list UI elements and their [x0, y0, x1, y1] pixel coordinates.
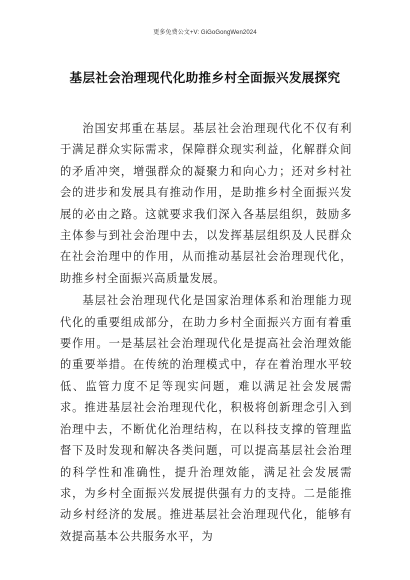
- paragraph-2: 基层社会治理现代化是国家治理体系和治理能力现代化的重要组成部分，在助力乡村全面振兴方面有着重要作用。一是基层社会治理现代化是提高社会治理效能的重要举措。在传统的治理模式中，存在着治理水平较低、监管力度不足等现实问题，难以满足社会发展需求。推进基层社会治理现代化，积极将创新理念引入到治理中去，不断优化治理结构，在以科技支撑的管理监督下及时发现和解决各类问题，可以提高基层社会治理的科学性和准确性，提升治理效能，满足社会发展需求，为乡村全面振兴发展提供强有力的支持。二是能推动乡村经济的发展。推进基层社会治理现代化，能够有效提高基本公共服务水平，为: [60, 294, 352, 543]
- header-note: 更多免费公文+V: GiGoGongWen2024: [153, 30, 257, 36]
- document-body: [60, 118, 352, 547]
- paragraph-1: 治国安邦重在基层。基层社会治理现代化不仅有利于满足群众实际需求，保障群众现实利益，化解群众间的矛盾冲突，增强群众的凝聚力和向心力；还对乡村社会的进步和发展具有推动作用，是助推乡村全面振兴发展的必由之路。这就要求我们深入各基层组织，鼓励多主体参与到社会治理中去，以发挥基层组织及人民群众在社会治理中的作用，从而推动基层社会治理现代化，助推乡村全面振兴高质量发展。: [60, 122, 352, 285]
- document-title: 基层社会治理现代化助推乡村全面振兴发展探究: [69, 70, 341, 85]
